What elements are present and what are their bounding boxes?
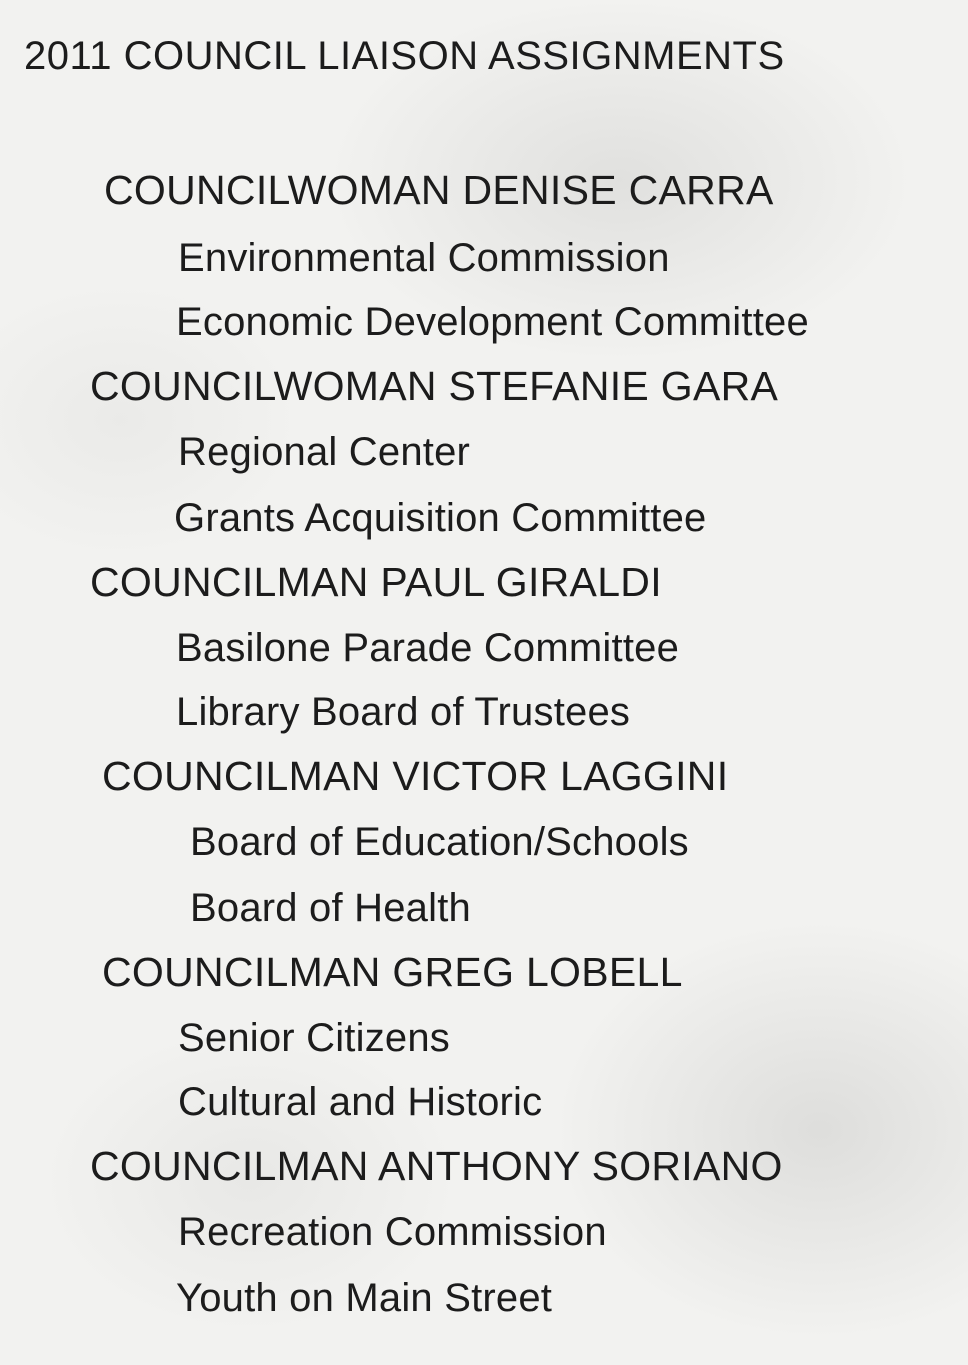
assignment-item: Grants Acquisition Committee <box>174 496 707 540</box>
member-name: COUNCILMAN PAUL GIRALDI <box>90 559 662 605</box>
assignment-item: Basilone Parade Committee <box>176 626 680 670</box>
member-name: COUNCILMAN GREG LOBELL <box>102 949 683 995</box>
assignment-item: Economic Development Committee <box>176 300 809 344</box>
assignment-item: Senior Citizens <box>178 1016 451 1060</box>
assignment-item: Environmental Commission <box>178 236 670 280</box>
assignment-item: Recreation Commission <box>178 1210 607 1254</box>
assignment-item: Board of Health <box>190 886 471 930</box>
assignment-item: Youth on Main Street <box>176 1276 553 1320</box>
assignment-item: Board of Education/Schools <box>190 820 689 864</box>
member-name: COUNCILWOMAN STEFANIE GARA <box>90 363 779 409</box>
assignment-item: Cultural and Historic <box>178 1080 543 1124</box>
assignment-item: Regional Center <box>178 430 471 474</box>
assignment-item: Library Board of Trustees <box>176 690 631 734</box>
member-name: COUNCILMAN VICTOR LAGGINI <box>102 753 729 799</box>
document-title: 2011 COUNCIL LIAISON ASSIGNMENTS <box>24 34 785 78</box>
member-name: COUNCILWOMAN DENISE CARRA <box>104 167 774 213</box>
member-name: COUNCILMAN ANTHONY SORIANO <box>90 1143 783 1189</box>
